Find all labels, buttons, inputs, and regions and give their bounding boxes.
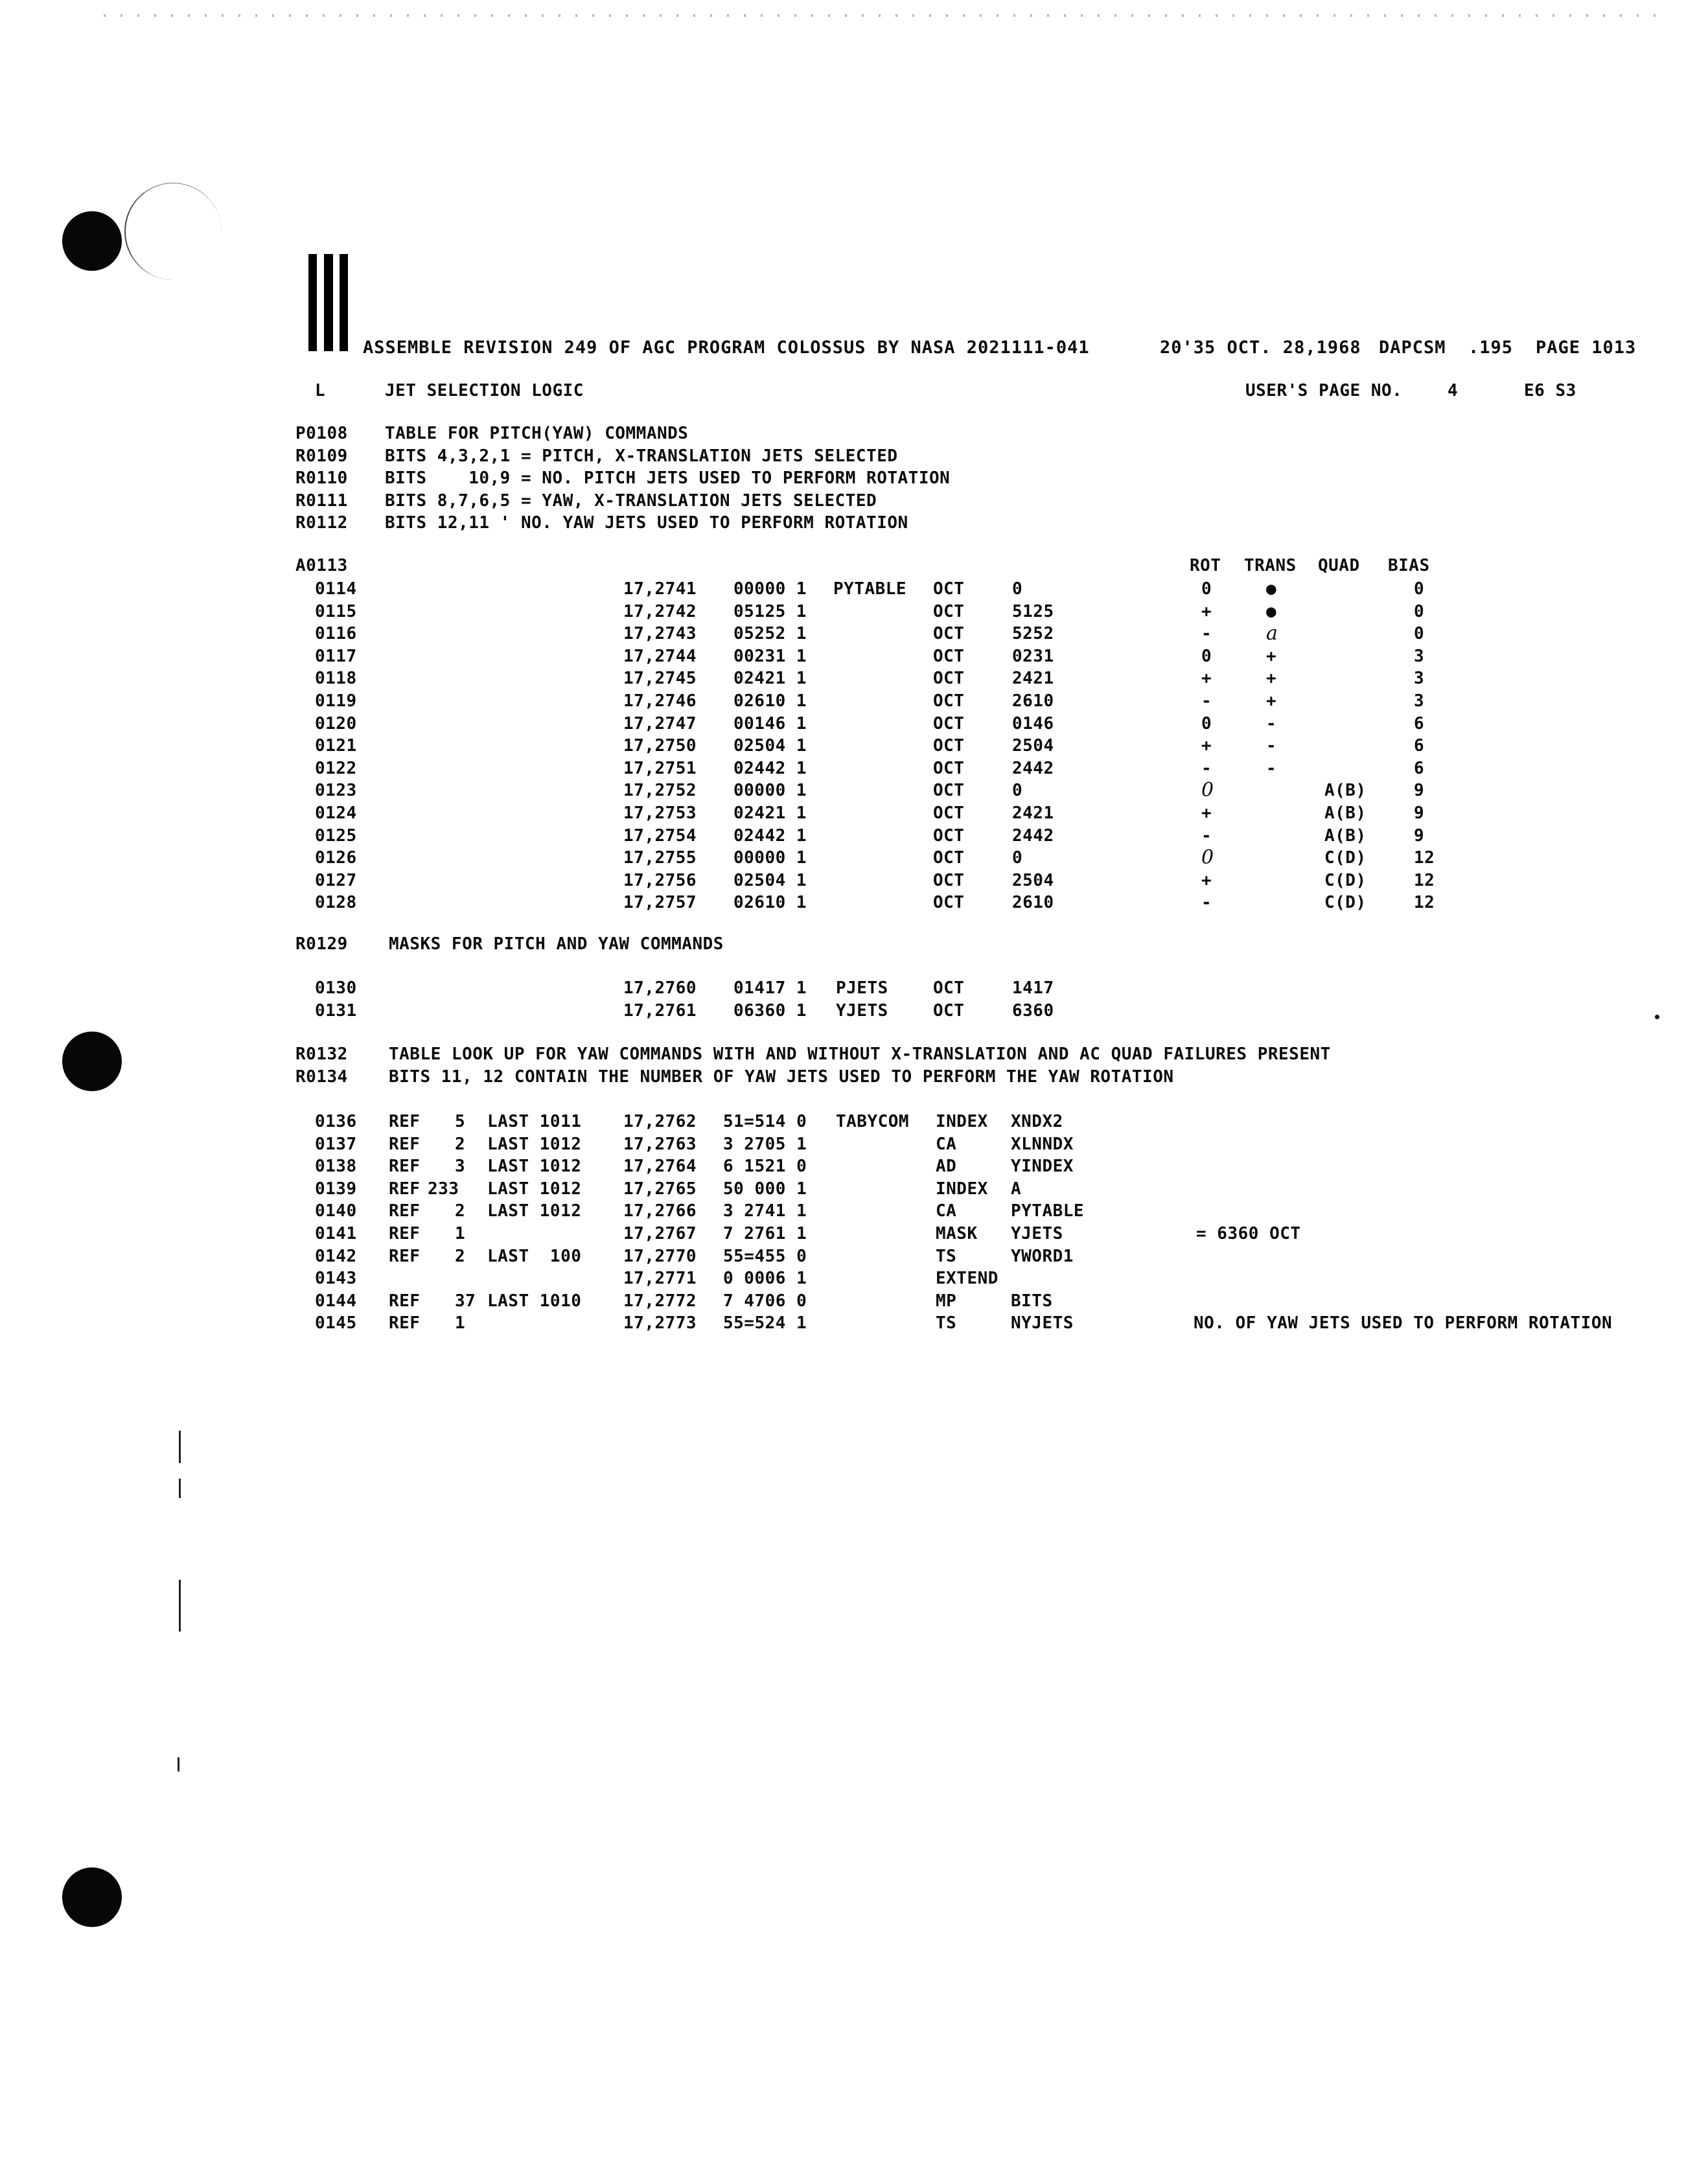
code-row-opcode: CA <box>936 1201 957 1221</box>
code-row-label: TABYCOM <box>836 1112 910 1131</box>
table-row-address: 17,2743 <box>623 624 697 644</box>
table-row-operand: 0 <box>1012 579 1023 599</box>
table-row-trans: + <box>1266 669 1277 689</box>
table-row-opcode: OCT <box>933 781 965 801</box>
table-row-operand: 2610 <box>1012 691 1054 711</box>
table-row-bias: 0 <box>1414 624 1425 644</box>
code-row-operand: NYJETS <box>1011 1313 1074 1334</box>
comment-line-text: BITS 4,3,2,1 = PITCH, X-TRANSLATION JETS SELECTED <box>385 446 898 466</box>
table-row-bias: 3 <box>1414 646 1425 666</box>
code-row-last: LAST 1011 <box>487 1112 582 1131</box>
code-row-operand: XLNNDX <box>1011 1134 1074 1154</box>
table-row-rot: - <box>1201 691 1212 711</box>
table-row-trans: + <box>1266 691 1277 711</box>
table-row-address: 17,2742 <box>623 601 697 621</box>
code-row-octal-word: 7 4706 0 <box>723 1291 807 1311</box>
table-row-octal-word: 05125 1 <box>733 601 807 621</box>
table-row-line-number: 0124 <box>315 803 357 823</box>
scan-mark <box>179 1580 181 1632</box>
code-row-last: LAST 1012 <box>487 1157 582 1177</box>
table-row-octal-word: 02610 1 <box>733 691 807 711</box>
comment-line-tag: R0132 <box>295 1045 348 1064</box>
table-row-line-number: 0114 <box>315 579 357 599</box>
comment-line-tag: R0112 <box>295 513 348 533</box>
code-row-opcode: INDEX <box>936 1179 988 1199</box>
table-row-octal-word: 02504 1 <box>733 736 807 756</box>
table-row-opcode: OCT <box>933 870 965 890</box>
scan-dotted-line <box>104 14 1659 17</box>
table-row-rot: 0 <box>1201 779 1214 802</box>
table-row-octal-word: 06360 1 <box>733 1000 807 1021</box>
users-page-number: 4 <box>1448 381 1459 400</box>
column-header-tag: A0113 <box>295 556 348 575</box>
comment-line-tag: R0129 <box>295 934 348 954</box>
code-row-ref-count: 5 <box>455 1112 466 1131</box>
table-row-operand: 0231 <box>1012 646 1054 666</box>
code-row-octal-word: 55=455 0 <box>723 1246 807 1266</box>
table-row-bias: 6 <box>1414 736 1425 756</box>
table-row-address: 17,2745 <box>623 669 697 689</box>
code-row-address: 17,2765 <box>623 1179 697 1199</box>
table-row-trans: - <box>1266 713 1277 733</box>
table-row-address: 17,2754 <box>623 826 697 846</box>
users-page-label: USER'S PAGE NO. <box>1245 381 1403 400</box>
table-row-trans: ● <box>1266 601 1277 621</box>
code-row-ref: REF <box>389 1157 421 1177</box>
table-row-line-number: 0117 <box>315 646 357 666</box>
table-row-bias: 12 <box>1414 848 1435 868</box>
table-row-rot: 0 <box>1201 646 1212 666</box>
code-row-line-number: 0136 <box>315 1112 357 1131</box>
table-row-address: 17,2761 <box>623 1000 697 1021</box>
section-code: E6 S3 <box>1524 381 1576 400</box>
table-row-quad: C(D) <box>1324 870 1367 890</box>
code-row-comment: = 6360 OCT <box>1196 1224 1301 1243</box>
code-row-octal-word: 51=514 0 <box>723 1112 807 1131</box>
code-row-line-number: 0141 <box>315 1224 357 1243</box>
comment-line-text: BITS 12,11 ' NO. YAW JETS USED TO PERFORM ROTATION <box>385 513 908 533</box>
table-row-bias: 12 <box>1414 870 1435 890</box>
code-row-operand: YJETS <box>1011 1224 1063 1243</box>
comment-line-tag: R0109 <box>295 446 348 466</box>
table-row-bias: 9 <box>1414 826 1425 846</box>
table-row-octal-word: 05252 1 <box>733 624 807 644</box>
table-row-line-number: 0122 <box>315 758 357 778</box>
table-row-line-number: 0130 <box>315 978 357 998</box>
code-row-octal-word: 50 000 1 <box>723 1179 807 1199</box>
comment-line-text: TABLE LOOK UP FOR YAW COMMANDS WITH AND WITHOUT X-TRANSLATION AND AC QUAD FAILURES PRESENT <box>389 1045 1331 1064</box>
table-row-label: YJETS <box>836 1000 888 1021</box>
table-row-octal-word: 02504 1 <box>733 870 807 890</box>
printer-logo-bar <box>340 254 348 351</box>
table-row-opcode: OCT <box>933 624 965 644</box>
code-row-ref-count: 3 <box>455 1157 466 1177</box>
table-row-operand: 2504 <box>1012 736 1054 756</box>
table-row-operand: 0 <box>1012 781 1023 801</box>
table-row-bias: 3 <box>1414 691 1425 711</box>
column-header-trans: TRANS <box>1244 556 1297 575</box>
table-row-octal-word: 02421 1 <box>733 669 807 689</box>
table-row-rot: 0 <box>1201 713 1212 733</box>
table-row-line-number: 0120 <box>315 713 357 733</box>
code-row-ref: REF <box>389 1201 421 1221</box>
table-row-operand: 0 <box>1012 848 1023 868</box>
table-row-line-number: 0119 <box>315 691 357 711</box>
table-row-address: 17,2741 <box>623 579 697 599</box>
table-row-trans: - <box>1266 736 1277 756</box>
code-row-ref-count: 1 <box>455 1313 466 1334</box>
comment-line-text: BITS 10,9 = NO. PITCH JETS USED TO PERFORM ROTATION <box>385 468 951 489</box>
table-row-label: PYTABLE <box>833 579 907 599</box>
page-header-line: ASSEMBLE REVISION 249 OF AGC PROGRAM COLOSSUS BY NASA 2021111-041 <box>363 338 1090 358</box>
code-row-opcode: TS <box>936 1246 957 1266</box>
table-row-octal-word: 01417 1 <box>733 978 807 998</box>
table-row-operand: 5125 <box>1012 601 1054 621</box>
code-row-octal-word: 3 2741 1 <box>723 1201 807 1221</box>
table-row-opcode: OCT <box>933 758 965 778</box>
code-row-opcode: CA <box>936 1134 957 1154</box>
table-row-opcode: OCT <box>933 691 965 711</box>
code-row-address: 17,2763 <box>623 1134 697 1154</box>
table-row-rot: + <box>1201 736 1212 756</box>
column-header-bias: BIAS <box>1388 556 1430 575</box>
table-row-line-number: 0116 <box>315 624 357 644</box>
table-row-operand: 5252 <box>1012 624 1054 644</box>
section-letter: L <box>315 381 326 400</box>
table-row-bias: 0 <box>1414 579 1425 599</box>
table-row-rot: + <box>1201 870 1212 890</box>
table-row-operand: 6360 <box>1012 1000 1054 1021</box>
scan-speck <box>1655 1015 1659 1019</box>
code-row-line-number: 0139 <box>315 1179 357 1199</box>
comment-line-text: TABLE FOR PITCH(YAW) COMMANDS <box>385 424 689 443</box>
comment-line-tag: R0134 <box>295 1067 348 1087</box>
code-row-ref: REF <box>389 1246 421 1266</box>
code-row-last: LAST 100 <box>487 1246 582 1266</box>
header-dapcsm: DAPCSM <box>1379 338 1446 358</box>
code-row-opcode: INDEX <box>936 1112 988 1131</box>
table-row-opcode: OCT <box>933 579 965 599</box>
table-row-trans: ● <box>1266 579 1277 599</box>
table-row-address: 17,2756 <box>623 870 697 890</box>
punch-hole-middle <box>62 1032 122 1091</box>
table-row-label: PJETS <box>836 978 888 998</box>
code-row-operand: PYTABLE <box>1011 1201 1085 1221</box>
table-row-quad: C(D) <box>1324 893 1367 913</box>
code-row-ref-count: 2 <box>455 1201 466 1221</box>
table-row-address: 17,2744 <box>623 646 697 666</box>
table-row-opcode: OCT <box>933 978 965 998</box>
code-row-address: 17,2770 <box>623 1246 697 1266</box>
table-row-trans: + <box>1266 646 1277 666</box>
scan-mark <box>179 1431 181 1463</box>
table-row-operand: 2610 <box>1012 893 1054 913</box>
code-row-line-number: 0143 <box>315 1269 357 1289</box>
table-row-rot: + <box>1201 803 1212 823</box>
table-row-operand: 2442 <box>1012 826 1054 846</box>
table-row-operand: 0146 <box>1012 713 1054 733</box>
table-row-opcode: OCT <box>933 848 965 868</box>
table-row-octal-word: 00000 1 <box>733 781 807 801</box>
table-row-opcode: OCT <box>933 601 965 621</box>
table-row-line-number: 0126 <box>315 848 357 868</box>
code-row-ref: REF <box>389 1134 421 1154</box>
table-row-octal-word: 02610 1 <box>733 893 807 913</box>
table-row-address: 17,2757 <box>623 893 697 913</box>
code-row-opcode: MP <box>936 1291 957 1311</box>
header-date: 20'35 OCT. 28,1968 <box>1160 338 1361 358</box>
table-row-line-number: 0115 <box>315 601 357 621</box>
code-row-last: LAST 1012 <box>487 1179 582 1199</box>
code-row-octal-word: 55=524 1 <box>723 1313 807 1334</box>
code-row-octal-word: 0 0006 1 <box>723 1269 807 1289</box>
comment-line-text: BITS 11, 12 CONTAIN THE NUMBER OF YAW JETS USED TO PERFORM THE YAW ROTATION <box>389 1067 1174 1087</box>
code-row-ref: REF <box>389 1224 421 1243</box>
table-row-rot: - <box>1201 624 1212 644</box>
table-row-opcode: OCT <box>933 893 965 913</box>
comment-line-tag: P0108 <box>295 424 348 443</box>
code-row-address: 17,2773 <box>623 1313 697 1334</box>
table-row-line-number: 0127 <box>315 870 357 890</box>
header-version: .195 <box>1468 338 1514 358</box>
table-row-opcode: OCT <box>933 646 965 666</box>
code-row-octal-word: 3 2705 1 <box>723 1134 807 1154</box>
code-row-ref: REF <box>389 1112 421 1131</box>
table-row-rot: - <box>1201 758 1212 778</box>
code-row-operand: BITS <box>1011 1291 1053 1311</box>
table-row-address: 17,2755 <box>623 848 697 868</box>
table-row-line-number: 0128 <box>315 893 357 913</box>
table-row-address: 17,2752 <box>623 781 697 801</box>
code-row-ref-count: 1 <box>455 1224 466 1243</box>
table-row-address: 17,2747 <box>623 713 697 733</box>
code-row-opcode: AD <box>936 1157 957 1177</box>
table-row-bias: 3 <box>1414 669 1425 689</box>
scan-mark <box>178 1757 179 1772</box>
scan-mark <box>179 1479 181 1498</box>
code-row-address: 17,2766 <box>623 1201 697 1221</box>
code-row-opcode: TS <box>936 1313 957 1334</box>
column-header-rot: ROT <box>1190 556 1221 575</box>
code-row-opcode: EXTEND <box>936 1269 998 1289</box>
table-row-opcode: OCT <box>933 826 965 846</box>
table-row-bias: 9 <box>1414 781 1425 801</box>
code-row-line-number: 0137 <box>315 1134 357 1154</box>
header-page-number: PAGE 1013 <box>1536 338 1637 358</box>
code-row-line-number: 0144 <box>315 1291 357 1311</box>
section-title: JET SELECTION LOGIC <box>385 381 584 400</box>
comment-line-tag: R0110 <box>295 468 348 489</box>
comment-line-text: BITS 8,7,6,5 = YAW, X-TRANSLATION JETS SELECTED <box>385 491 877 511</box>
punch-hole-top <box>62 211 122 271</box>
code-row-address: 17,2764 <box>623 1157 697 1177</box>
punch-hole-bottom <box>62 1867 122 1927</box>
code-row-line-number: 0138 <box>315 1157 357 1177</box>
table-row-address: 17,2746 <box>623 691 697 711</box>
table-row-trans: a <box>1266 622 1278 645</box>
table-row-octal-word: 00000 1 <box>733 848 807 868</box>
table-row-quad: A(B) <box>1324 826 1367 846</box>
table-row-bias: 0 <box>1414 601 1425 621</box>
table-row-opcode: OCT <box>933 1000 965 1021</box>
code-row-last: LAST 1012 <box>487 1134 582 1154</box>
table-row-opcode: OCT <box>933 713 965 733</box>
table-row-address: 17,2753 <box>623 803 697 823</box>
code-row-last: LAST 1010 <box>487 1291 582 1311</box>
table-row-opcode: OCT <box>933 803 965 823</box>
code-row-ref-count: 37 <box>455 1291 476 1311</box>
table-row-rot: - <box>1201 826 1212 846</box>
table-row-line-number: 0123 <box>315 781 357 801</box>
table-row-rot: + <box>1201 669 1212 689</box>
code-row-address: 17,2771 <box>623 1269 697 1289</box>
table-row-bias: 6 <box>1414 758 1425 778</box>
table-row-rot: + <box>1201 601 1212 621</box>
table-row-rot: - <box>1201 893 1212 913</box>
comment-line-tag: R0111 <box>295 491 348 511</box>
code-row-octal-word: 7 2761 1 <box>723 1224 807 1243</box>
code-row-ref-count: 233 <box>428 1179 459 1199</box>
table-row-quad: C(D) <box>1324 848 1367 868</box>
table-row-bias: 6 <box>1414 713 1425 733</box>
code-row-ref-count: 2 <box>455 1246 466 1266</box>
table-row-address: 17,2760 <box>623 978 697 998</box>
code-row-last: LAST 1012 <box>487 1201 582 1221</box>
code-row-line-number: 0145 <box>315 1313 357 1334</box>
table-row-operand: 2504 <box>1012 870 1054 890</box>
code-row-address: 17,2772 <box>623 1291 697 1311</box>
code-row-ref: REF <box>389 1313 421 1334</box>
punch-ring-top <box>124 183 222 280</box>
code-row-ref: REF <box>389 1291 421 1311</box>
table-row-bias: 12 <box>1414 893 1435 913</box>
table-row-octal-word: 02421 1 <box>733 803 807 823</box>
table-row-operand: 1417 <box>1012 978 1054 998</box>
table-row-quad: A(B) <box>1324 803 1367 823</box>
code-row-address: 17,2762 <box>623 1112 697 1131</box>
table-row-opcode: OCT <box>933 736 965 756</box>
table-row-quad: A(B) <box>1324 781 1367 801</box>
table-row-operand: 2421 <box>1012 669 1054 689</box>
table-row-opcode: OCT <box>933 669 965 689</box>
table-row-operand: 2421 <box>1012 803 1054 823</box>
code-row-octal-word: 6 1521 0 <box>723 1157 807 1177</box>
table-row-octal-word: 02442 1 <box>733 826 807 846</box>
table-row-address: 17,2751 <box>623 758 697 778</box>
table-row-bias: 9 <box>1414 803 1425 823</box>
comment-line-text: MASKS FOR PITCH AND YAW COMMANDS <box>389 934 724 954</box>
code-row-operand: YWORD1 <box>1011 1246 1074 1266</box>
code-row-operand: YINDEX <box>1011 1157 1074 1177</box>
column-header-quad: QUAD <box>1318 556 1360 575</box>
table-row-rot: 0 <box>1201 579 1212 599</box>
code-row-line-number: 0140 <box>315 1201 357 1221</box>
table-row-octal-word: 00000 1 <box>733 579 807 599</box>
printer-logo-bar <box>324 254 333 351</box>
table-row-operand: 2442 <box>1012 758 1054 778</box>
table-row-line-number: 0118 <box>315 669 357 689</box>
code-row-address: 17,2767 <box>623 1224 697 1243</box>
table-row-line-number: 0125 <box>315 826 357 846</box>
code-row-ref-count: 2 <box>455 1134 466 1154</box>
table-row-trans: - <box>1266 758 1277 778</box>
table-row-address: 17,2750 <box>623 736 697 756</box>
table-row-line-number: 0121 <box>315 736 357 756</box>
table-row-rot: 0 <box>1201 846 1214 870</box>
table-row-octal-word: 02442 1 <box>733 758 807 778</box>
table-row-line-number: 0131 <box>315 1000 357 1021</box>
printer-logo-bar <box>308 254 317 351</box>
code-row-comment: NO. OF YAW JETS USED TO PERFORM ROTATION <box>1194 1313 1613 1334</box>
code-row-ref: REF <box>389 1179 421 1199</box>
code-row-operand: A <box>1011 1179 1022 1199</box>
code-row-operand: XNDX2 <box>1011 1112 1063 1131</box>
code-row-opcode: MASK <box>936 1224 978 1243</box>
table-row-octal-word: 00231 1 <box>733 646 807 666</box>
table-row-octal-word: 00146 1 <box>733 713 807 733</box>
code-row-line-number: 0142 <box>315 1246 357 1266</box>
